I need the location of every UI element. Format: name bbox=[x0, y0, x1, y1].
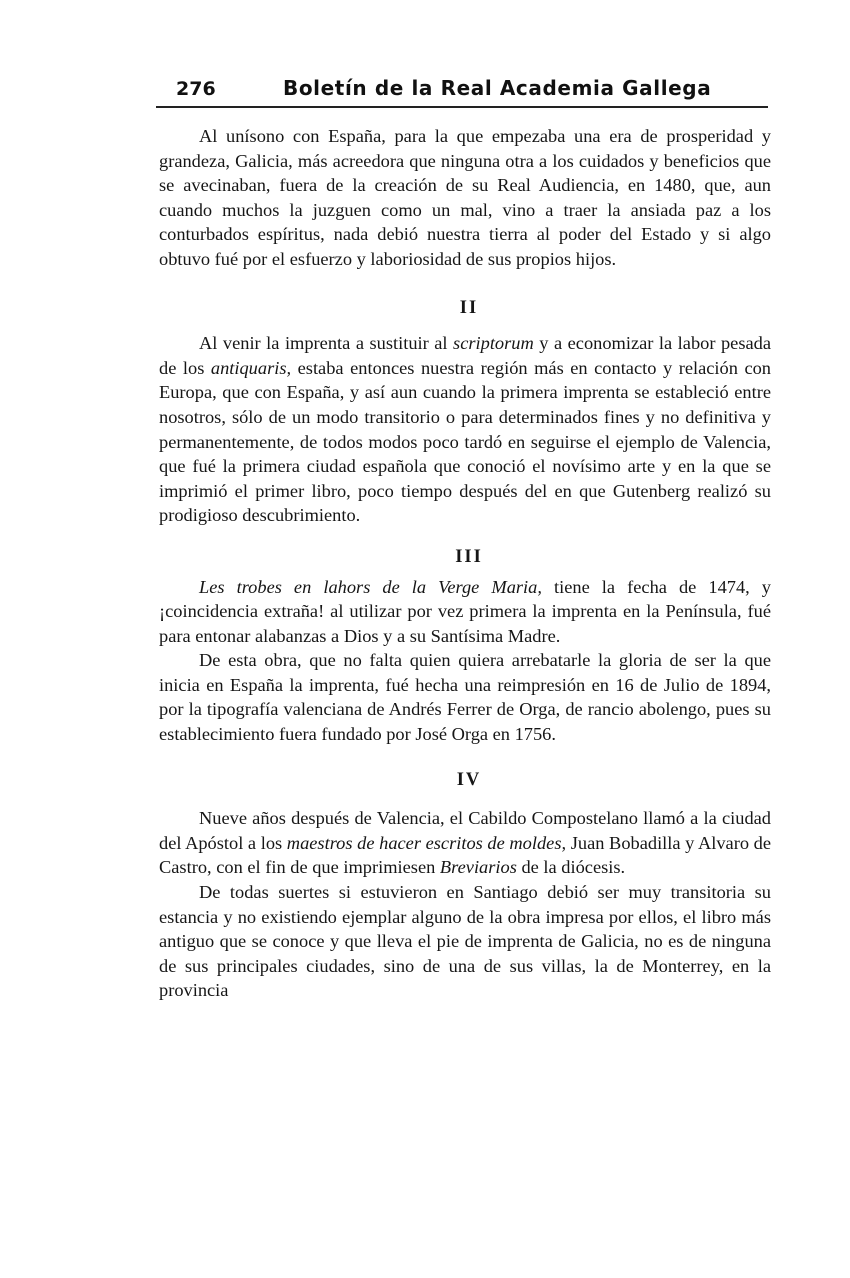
text-run: De todas suertes si estuvieron en Santiago debió ser muy transitoria su estancia y no existiendo ejemplar alguno de la obra impresa por ellos, el libro más antiguo que se conoce y que lleva el pie de imprenta de Galicia, no es de ninguna de sus principales ciudades, sino de una de sus villas, la de Monterrey, en la provincia bbox=[159, 882, 771, 1001]
text-run: Al venir la imprenta a sustituir al bbox=[199, 333, 454, 354]
section-intro bbox=[159, 124, 771, 272]
section-iv bbox=[159, 768, 771, 1003]
paragraph bbox=[159, 880, 771, 1003]
paragraph bbox=[159, 575, 771, 649]
body-text bbox=[159, 124, 771, 1003]
italic-text: maestros de hacer escritos de moldes, bbox=[286, 832, 567, 853]
running-title: Boletín de la Real Academia Gallega bbox=[283, 76, 712, 100]
section-ii bbox=[159, 296, 771, 528]
italic-text: Breviarios bbox=[439, 857, 517, 878]
section-heading: III bbox=[455, 546, 483, 567]
text-run: Al unísono con España, para la que empezaba una era de prosperidad y grandeza, Galicia, más acreedora que ninguna otra a los cuidados y beneficios que se avecinaban, fuera de la creación de su Real Audiencia, en 1480, que, aun cuando muchos la juzguen como un mal, vino a traer la ansiada paz a los conturbados espíritus, nada debió nuestra tierra al poder del Estado y si algo obtuvo fué por el esfuerzo y laboriosidad de sus propios hijos. bbox=[159, 126, 771, 269]
section-heading: II bbox=[459, 297, 479, 318]
page-header bbox=[158, 74, 768, 104]
text-run: Juan Bobadilla y Alvaro de Castro, con el fin de que imprimiesen bbox=[159, 832, 772, 878]
text-run: De esta obra, que no falta quien quiera arrebatarle la gloria de ser la que inicia en España la imprenta, fué hecha una reimpresión en 16 de Julio de 1894, por la tipografía valenciana de Andrés Ferrer de Orga, de rancio abolengo, pues su establecimiento fuera fundado por José Orga en 1756. bbox=[159, 650, 771, 745]
paragraph bbox=[159, 806, 771, 880]
text-run: tiene la fecha de 1474, y ¡coincidencia extraña! al utilizar por vez primera la imprenta en la Península, fué para entonar alabanzas a Dios y a su Santísima Madre. bbox=[159, 576, 771, 646]
paragraph bbox=[159, 648, 771, 746]
page-number: 276 bbox=[176, 78, 216, 100]
section-heading: IV bbox=[456, 769, 482, 790]
paragraph bbox=[159, 331, 771, 528]
header-rule bbox=[156, 106, 768, 108]
text-run: estaba entonces nuestra región más en contacto y relación con Europa, que con España, y así aun cuando la primera imprenta se estableció entre nosotros, sólo de un modo transitorio o para determinados fines y no definitiva y permanentemente, de todos modos poco tardó en seguirse el ejemplo de Valencia, que fué la primera ciudad española que conoció el novísimo arte y en la que se imprimió el primer libro, poco tiempo después del en que Gutenberg realizó su prodigioso descubrimiento. bbox=[159, 357, 771, 526]
text-run: y a economizar la labor pesada de los bbox=[159, 333, 771, 378]
italic-text: Les trobes en lahors de la Verge Maria, bbox=[199, 576, 542, 597]
text-run: de la diócesis. bbox=[516, 857, 626, 878]
section-iii bbox=[159, 545, 771, 747]
paragraph bbox=[159, 124, 771, 272]
text-run: Nueve años después de Valencia, el Cabildo Compostelano llamó a la ciudad del Apóstol a los bbox=[159, 808, 771, 853]
italic-text: scriptorum bbox=[453, 333, 534, 354]
italic-text: antiquaris, bbox=[210, 357, 292, 378]
